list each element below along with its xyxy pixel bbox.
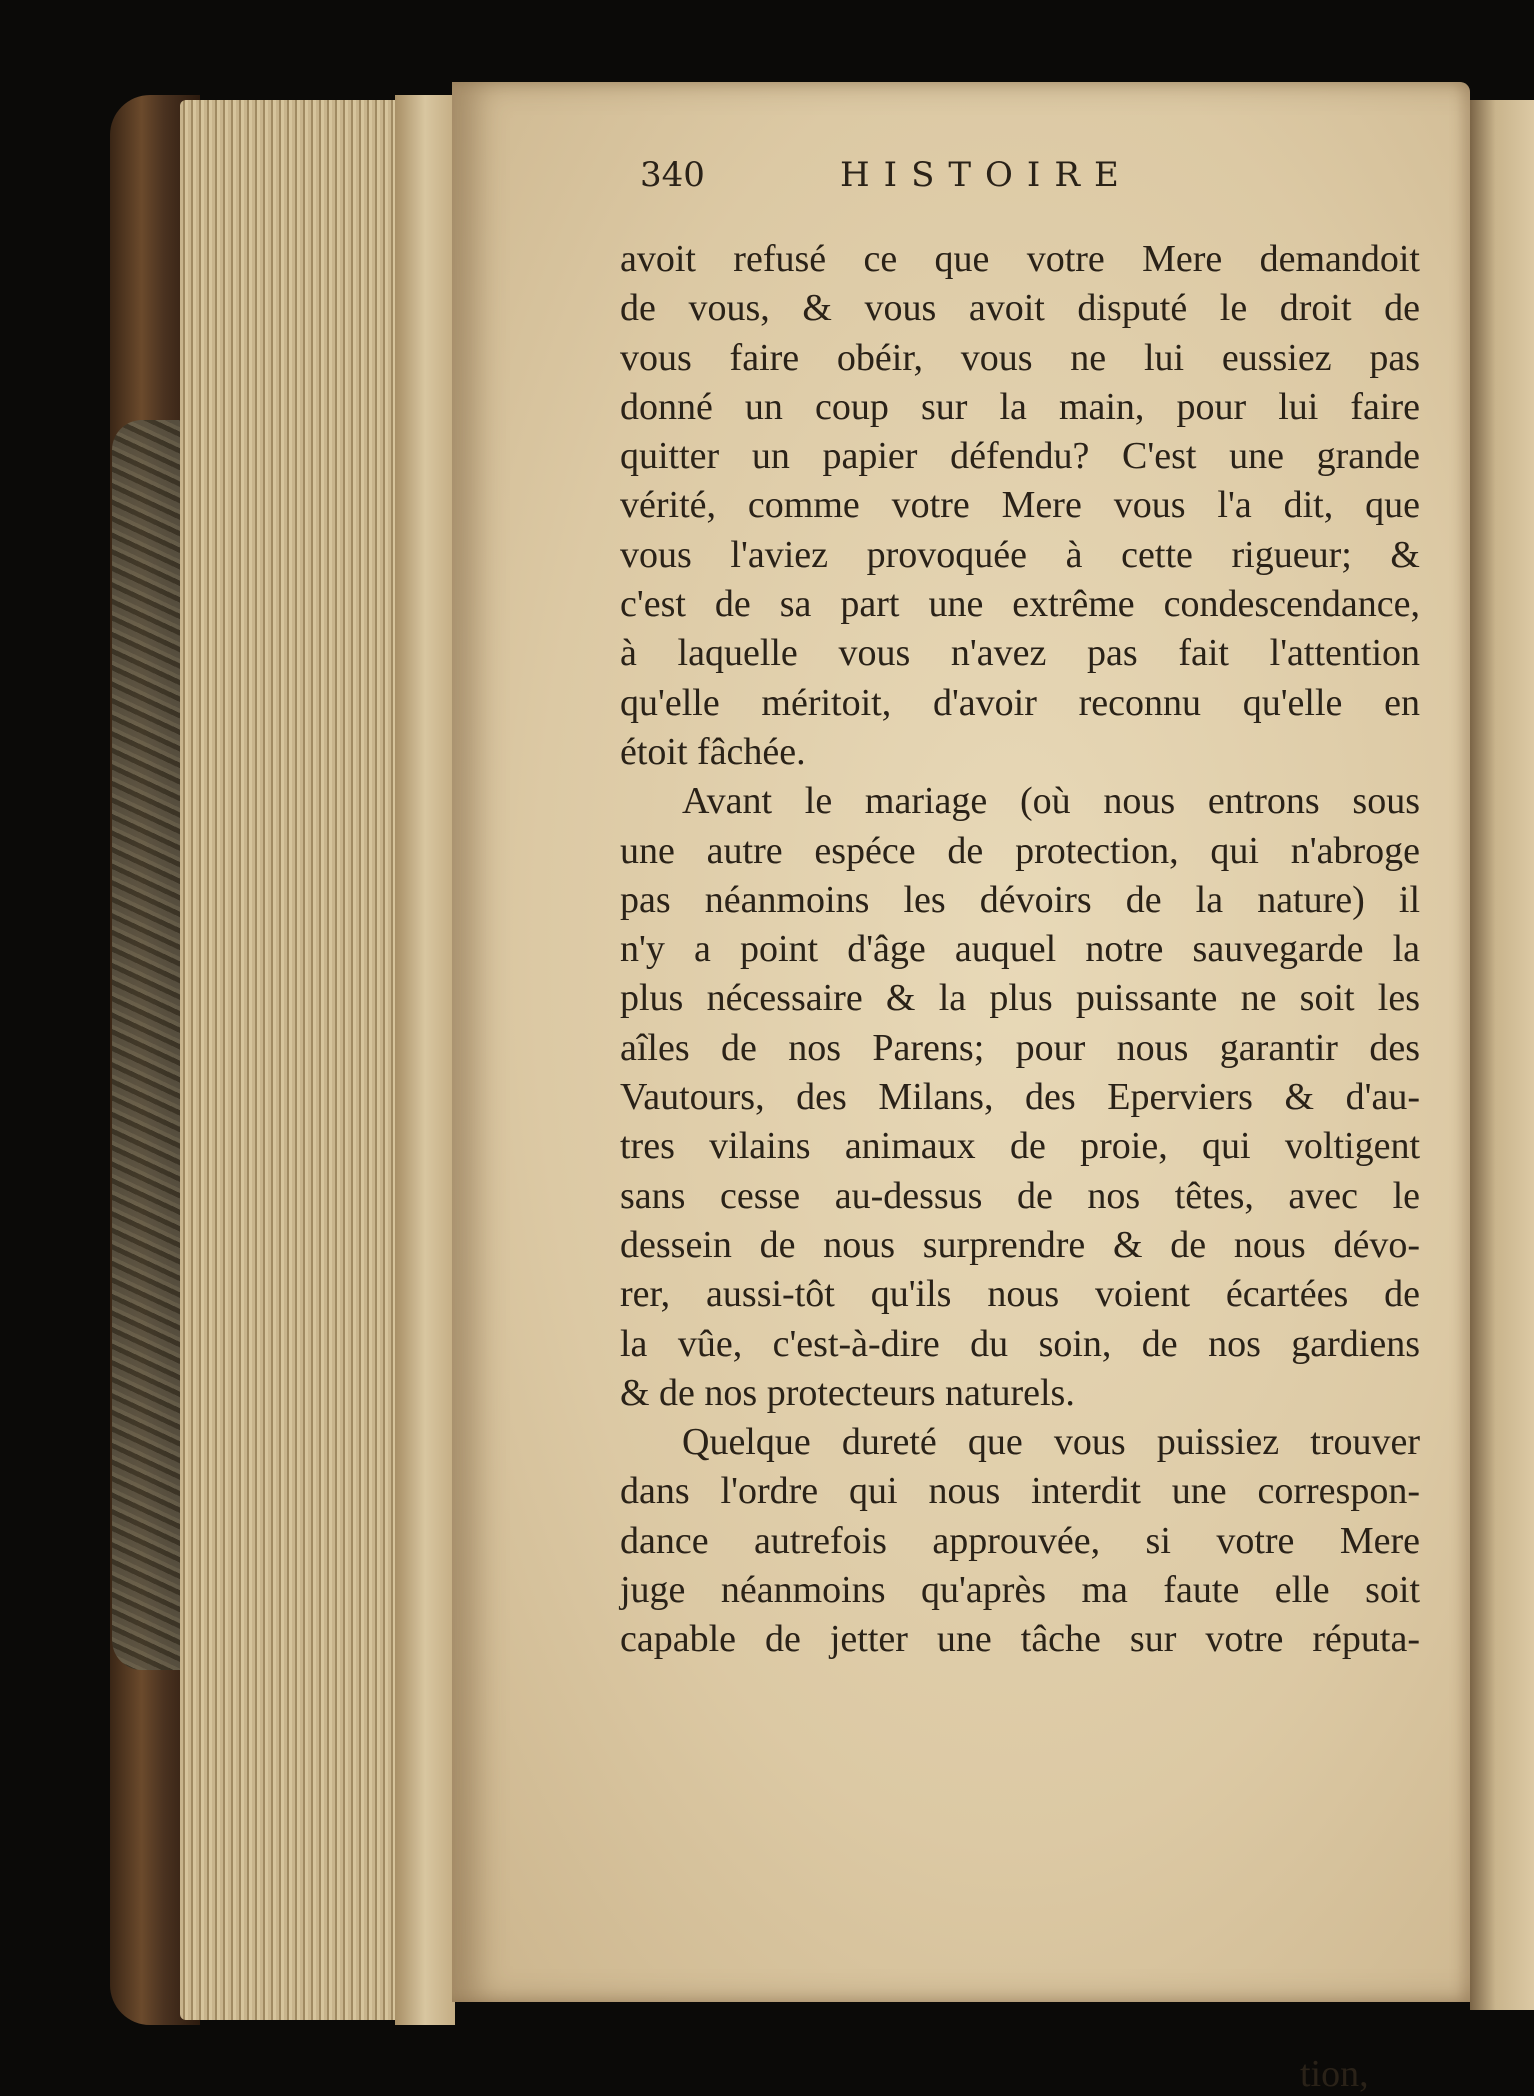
text-line: Quelque dureté que vous puissiez trouver <box>682 1421 1420 1464</box>
facing-page-edge <box>1470 100 1534 2010</box>
text-line: plus nécessaire & la plus puissante ne soit les <box>620 977 1420 1020</box>
text-line: capable de jetter une tâche sur votre réputa- <box>620 1618 1420 1661</box>
text-line: à laquelle vous n'avez pas fait l'attention <box>620 632 1420 675</box>
text-line: la vûe, c'est-à-dire du soin, de nos gardiens <box>620 1322 1420 1365</box>
text-line: Avant le mariage (où nous entrons sous <box>682 780 1420 823</box>
text-line: Vautours, des Milans, des Eperviers & d'au- <box>620 1076 1420 1119</box>
text-line: juge néanmoins qu'après ma faute elle soit <box>620 1569 1420 1612</box>
text-line: & de nos protecteurs naturels. <box>620 1371 1075 1414</box>
body-text <box>620 235 1420 1665</box>
text-line: vérité, comme votre Mere vous l'a dit, que <box>620 484 1420 527</box>
text-line: sans cesse au-dessus de nos têtes, avec le <box>620 1174 1420 1217</box>
text-line: c'est de sa part une extrême condescendance, <box>620 583 1420 626</box>
text-line: une autre espéce de protection, qui n'abroge <box>620 829 1420 872</box>
running-title: HISTOIRE <box>840 155 1133 195</box>
text-line: rer, aussi-tôt qu'ils nous voient écartées de <box>620 1273 1420 1316</box>
catchword: tion, <box>1300 2053 1369 2095</box>
text-line: pas néanmoins les dévoirs de la nature) il <box>620 878 1420 921</box>
text-line: quitter un papier défendu? C'est une grande <box>620 435 1420 478</box>
paragraph-2 <box>620 777 1420 1418</box>
paragraph-3 <box>620 1418 1420 1664</box>
running-head <box>640 155 1220 205</box>
page-number: 340 <box>640 155 705 195</box>
text-line: dessein de nous surprendre & de nous dévo- <box>620 1223 1420 1266</box>
page-fold <box>395 95 455 2025</box>
text-line: étoit fâchée. <box>620 730 806 773</box>
text-line: donné un coup sur la main, pour lui faire <box>620 385 1420 428</box>
text-line: n'y a point d'âge auquel notre sauvegarde la <box>620 928 1420 971</box>
text-line: dans l'ordre qui nous interdit une correspon- <box>620 1470 1420 1513</box>
text-line: dance autrefois approuvée, si votre Mere <box>620 1519 1420 1562</box>
text-line: tres vilains animaux de proie, qui voltigent <box>620 1125 1420 1168</box>
text-line: qu'elle méritoit, d'avoir reconnu qu'elle en <box>620 681 1420 724</box>
text-line: vous faire obéir, vous ne lui eussiez pas <box>620 336 1420 379</box>
text-line: aîles de nos Parens; pour nous garantir des <box>620 1026 1420 1069</box>
paragraph-1 <box>620 235 1420 777</box>
text-line: de vous, & vous avoit disputé le droit de <box>620 287 1420 330</box>
text-line: avoit refusé ce que votre Mere demandoit <box>620 238 1420 280</box>
text-line: vous l'aviez provoquée à cette rigueur; & <box>620 533 1420 576</box>
